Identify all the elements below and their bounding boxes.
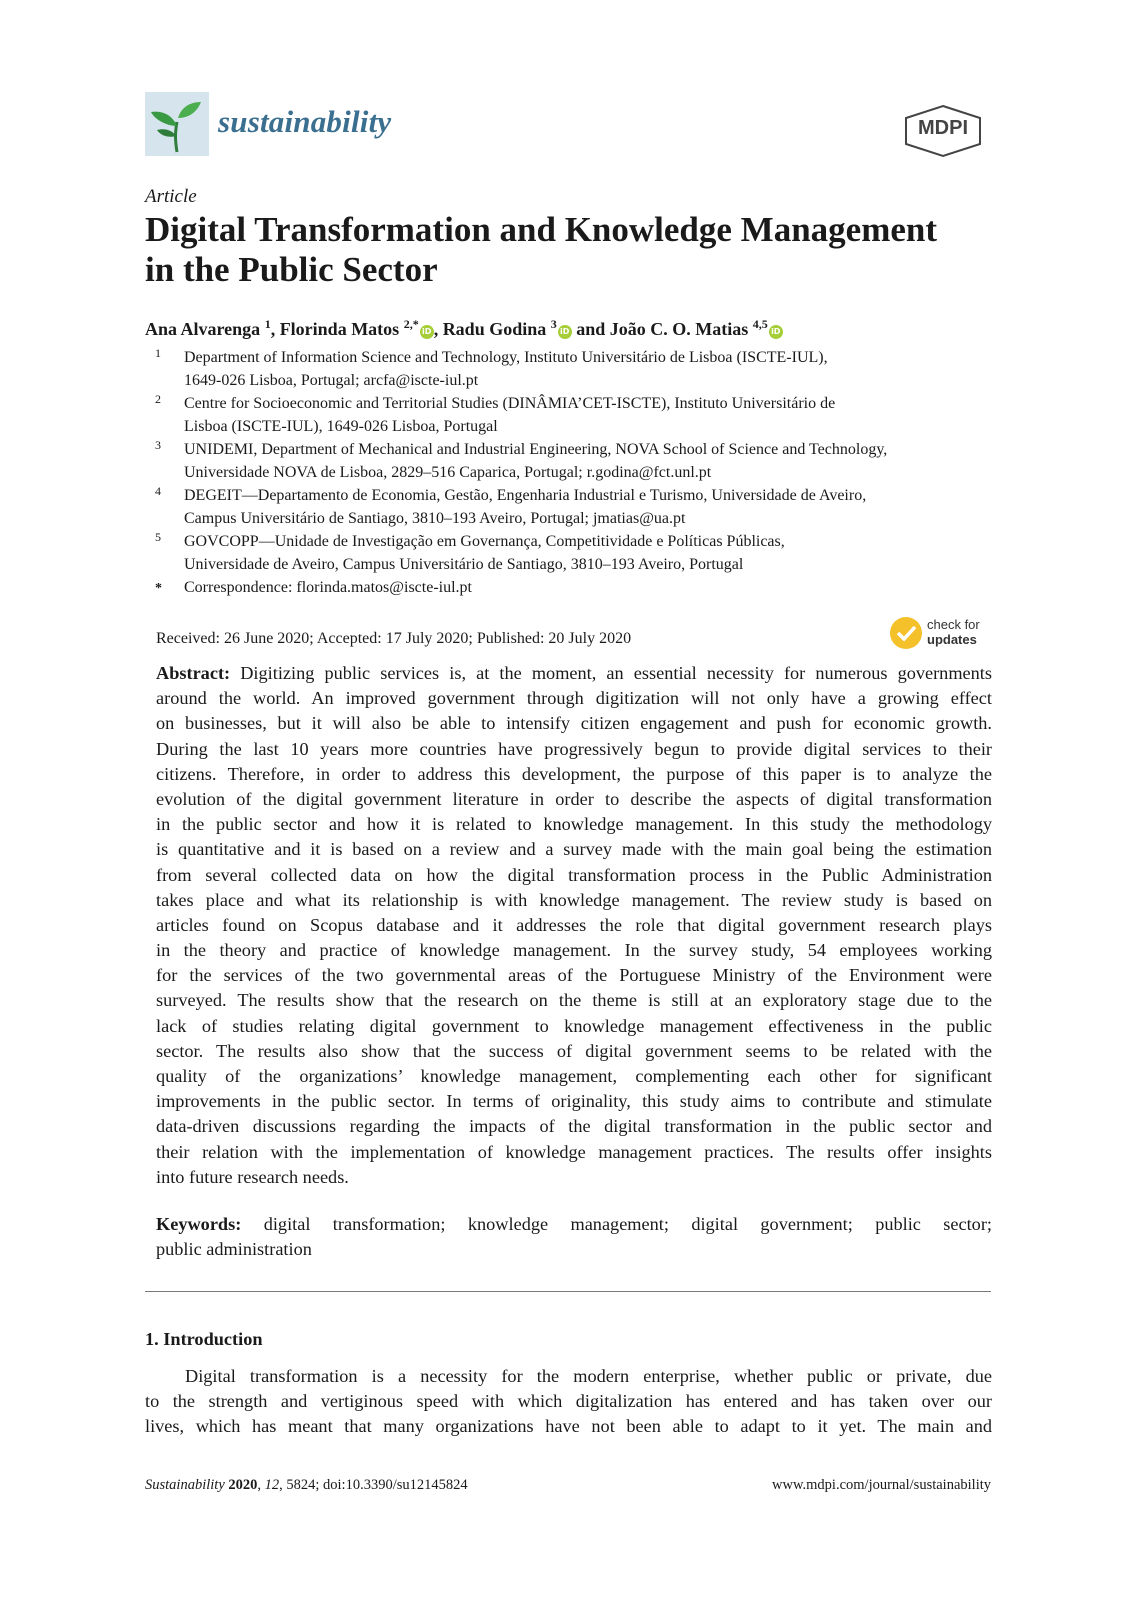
section-heading: 1. Introduction <box>145 1329 263 1349</box>
author-name[interactable]: João C. O. Matias <box>609 319 749 339</box>
abstract-line <box>156 661 992 686</box>
citation-footer: Sustainability 2020, 12, 5824; doi:10.3390/su12145824 <box>145 1477 468 1493</box>
abstract <box>156 661 992 1190</box>
keywords <box>156 1212 992 1262</box>
abstract-line: During the last 10 years more countries have progressively begun to provide digital services to their <box>156 738 992 759</box>
affiliation-number: 4 <box>155 484 161 498</box>
abstract-line: surveyed. The results show that the research on the theme is still at an exploratory stage due to the <box>156 990 992 1011</box>
article-type: Article <box>145 186 197 207</box>
footer-year: 2020 <box>228 1477 258 1493</box>
affiliation-number: 5 <box>155 530 161 544</box>
abstract-line: from several collected data on how the digital transformation process in the Public Administration <box>156 864 992 885</box>
footer-doi[interactable]: , 5824; doi:10.3390/su12145824 <box>279 1477 468 1493</box>
author-name[interactable]: Radu Godina <box>442 319 547 339</box>
abstract-line: citizens. Therefore, in order to address this development, the purpose of this paper is to analyze the <box>156 763 992 784</box>
author-separator: and <box>571 319 610 339</box>
author-affiliation-marker: 2,* <box>403 317 419 331</box>
affiliation-list <box>155 346 995 599</box>
abstract-line: around the world. An improved government through digitization will not only have a growing effect <box>156 688 992 709</box>
mdpi-logo-text: MDPI <box>918 117 968 139</box>
abstract-line: their relation with the implementation of knowledge management practices. The results offer insights <box>156 1141 992 1162</box>
abstract-line: takes place and what its relationship is with knowledge management. The review study is based on <box>156 889 992 910</box>
author-affiliation-marker: 4,5 <box>752 317 768 331</box>
journal-logo <box>145 92 209 156</box>
author-affiliation-marker: 3 <box>550 317 557 331</box>
mdpi-logo <box>902 104 984 158</box>
journal-url-link[interactable]: www.mdpi.com/journal/sustainability <box>772 1477 991 1493</box>
publication-dates: Received: 26 June 2020; Accepted: 17 July 2020; Published: 20 July 2020 <box>156 630 632 647</box>
updates-badge-line1: check for <box>927 617 980 632</box>
affiliation-line: Universidade NOVA de Lisboa, 2829–516 Caparica, Portugal; r.godina@fct.unl.pt <box>184 464 712 481</box>
leaf-icon <box>145 92 209 156</box>
abstract-line: in the public sector and how it is related to knowledge management. In this study the methodology <box>156 814 992 835</box>
affiliation-line: Centre for Socioeconomic and Territorial Studies (DINÂMIA’CET-ISCTE), Instituto Universitário de <box>184 395 836 412</box>
author-list <box>145 317 783 340</box>
paper-title <box>145 210 995 290</box>
affiliation-item <box>155 530 995 576</box>
abstract-line: lack of studies relating digital government to knowledge management effectiveness in the public <box>156 1015 992 1036</box>
body-line: to the strength and vertiginous speed with which digitalization has entered and has taken over our <box>145 1391 992 1412</box>
author-separator: , <box>270 319 280 339</box>
correspondence-marker: * <box>155 581 162 596</box>
introduction-body <box>145 1364 992 1440</box>
affiliation-item <box>155 392 995 438</box>
footer-journal: Sustainability <box>145 1477 225 1493</box>
affiliation-line: GOVCOPP—Unidade de Investigação em Governança, Competitividade e Políticas Públicas, <box>184 533 785 550</box>
abstract-line: improvements in the public sector. In terms of originality, this study aims to contribute and stimulate <box>156 1091 992 1112</box>
author-separator: , <box>433 319 443 339</box>
abstract-line: on businesses, but it will also be able to intensify citizen engagement and push for economic growth. <box>156 713 992 734</box>
orcid-icon[interactable]: iD <box>420 325 434 339</box>
affiliation-number: 2 <box>155 392 161 406</box>
author-name[interactable]: Florinda Matos <box>279 319 400 339</box>
abstract-line: evolution of the digital government literature in order to describe the aspects of digital transformation <box>156 788 992 809</box>
correspondence-line[interactable]: Correspondence: florinda.matos@iscte-iul.pt <box>184 579 472 596</box>
affiliation-line: Lisboa (ISCTE-IUL), 1649-026 Lisboa, Portugal <box>184 418 498 435</box>
abstract-line: in the theory and practice of knowledge management. In the survey study, 54 employees working <box>156 940 992 961</box>
keywords-line: public administration <box>156 1239 312 1260</box>
affiliation-line: DEGEIT—Departamento de Economia, Gestão, Engenharia Industrial e Turismo, Universidade de Aveiro, <box>184 487 867 504</box>
title-line: in the Public Sector <box>145 250 438 289</box>
affiliation-line: Department of Information Science and Technology, Instituto Universitário de Lisboa (ISCTE-IUL), <box>184 349 828 366</box>
author-affiliation-marker: 1 <box>264 317 271 331</box>
orcid-icon[interactable]: iD <box>558 325 572 339</box>
abstract-line: is quantitative and it is based on a review and a survey made with the main goal being the estimation <box>156 839 992 860</box>
body-line: Digital transformation is a necessity for the modern enterprise, whether public or private, due <box>185 1366 992 1386</box>
footer-volume: 12 <box>264 1477 280 1493</box>
abstract-line: sector. The results also show that the success of digital government seems to be related with the <box>156 1040 992 1061</box>
affiliation-number: 3 <box>155 438 161 452</box>
affiliation-number: 1 <box>155 346 161 360</box>
updates-badge-line2: updates <box>927 632 977 647</box>
affiliation-item <box>155 484 995 530</box>
affiliation-item <box>155 346 995 392</box>
journal-name: sustainability <box>218 104 392 139</box>
abstract-line: articles found on Scopus database and it addresses the role that digital government research plays <box>156 914 992 935</box>
affiliation-line: UNIDEMI, Department of Mechanical and Industrial Engineering, NOVA School of Science and Technology, <box>184 441 888 458</box>
title-line: Digital Transformation and Knowledge Management <box>145 210 938 249</box>
abstract-label: Abstract: <box>156 663 231 683</box>
check-for-updates-button[interactable] <box>890 614 990 652</box>
affiliation-line: Universidade de Aveiro, Campus Universitário de Santiago, 3810–193 Aveiro, Portugal <box>184 556 744 573</box>
affiliation-item <box>155 438 995 484</box>
correspondence-item <box>155 576 995 599</box>
abstract-text: Digitizing public services is, at the moment, an essential necessity for numerous governments <box>240 663 992 683</box>
abstract-line: into future research needs. <box>156 1166 349 1187</box>
keywords-line <box>156 1212 992 1237</box>
checkmark-icon <box>890 617 922 649</box>
affiliation-line: 1649-026 Lisboa, Portugal; arcfa@iscte-iul.pt <box>184 372 479 389</box>
body-line: lives, which has meant that many organizations have not been able to adapt to it yet. The main and <box>145 1416 992 1437</box>
affiliation-line: Campus Universitário de Santiago, 3810–193 Aveiro, Portugal; jmatias@ua.pt <box>184 510 686 527</box>
author-name[interactable]: Ana Alvarenga <box>145 319 261 339</box>
abstract-line: data-driven discussions regarding the impacts of the digital transformation in the public sector and <box>156 1116 992 1137</box>
abstract-line: quality of the organizations’ knowledge management, complementing each other for significant <box>156 1066 992 1086</box>
keywords-label: Keywords: <box>156 1214 242 1234</box>
keywords-text: digital transformation; knowledge management; digital government; public sector; <box>263 1214 992 1234</box>
orcid-icon[interactable]: iD <box>769 325 783 339</box>
abstract-line: for the services of the two governmental areas of the Portuguese Ministry of the Environment were <box>156 965 992 986</box>
section-divider <box>145 1291 991 1292</box>
